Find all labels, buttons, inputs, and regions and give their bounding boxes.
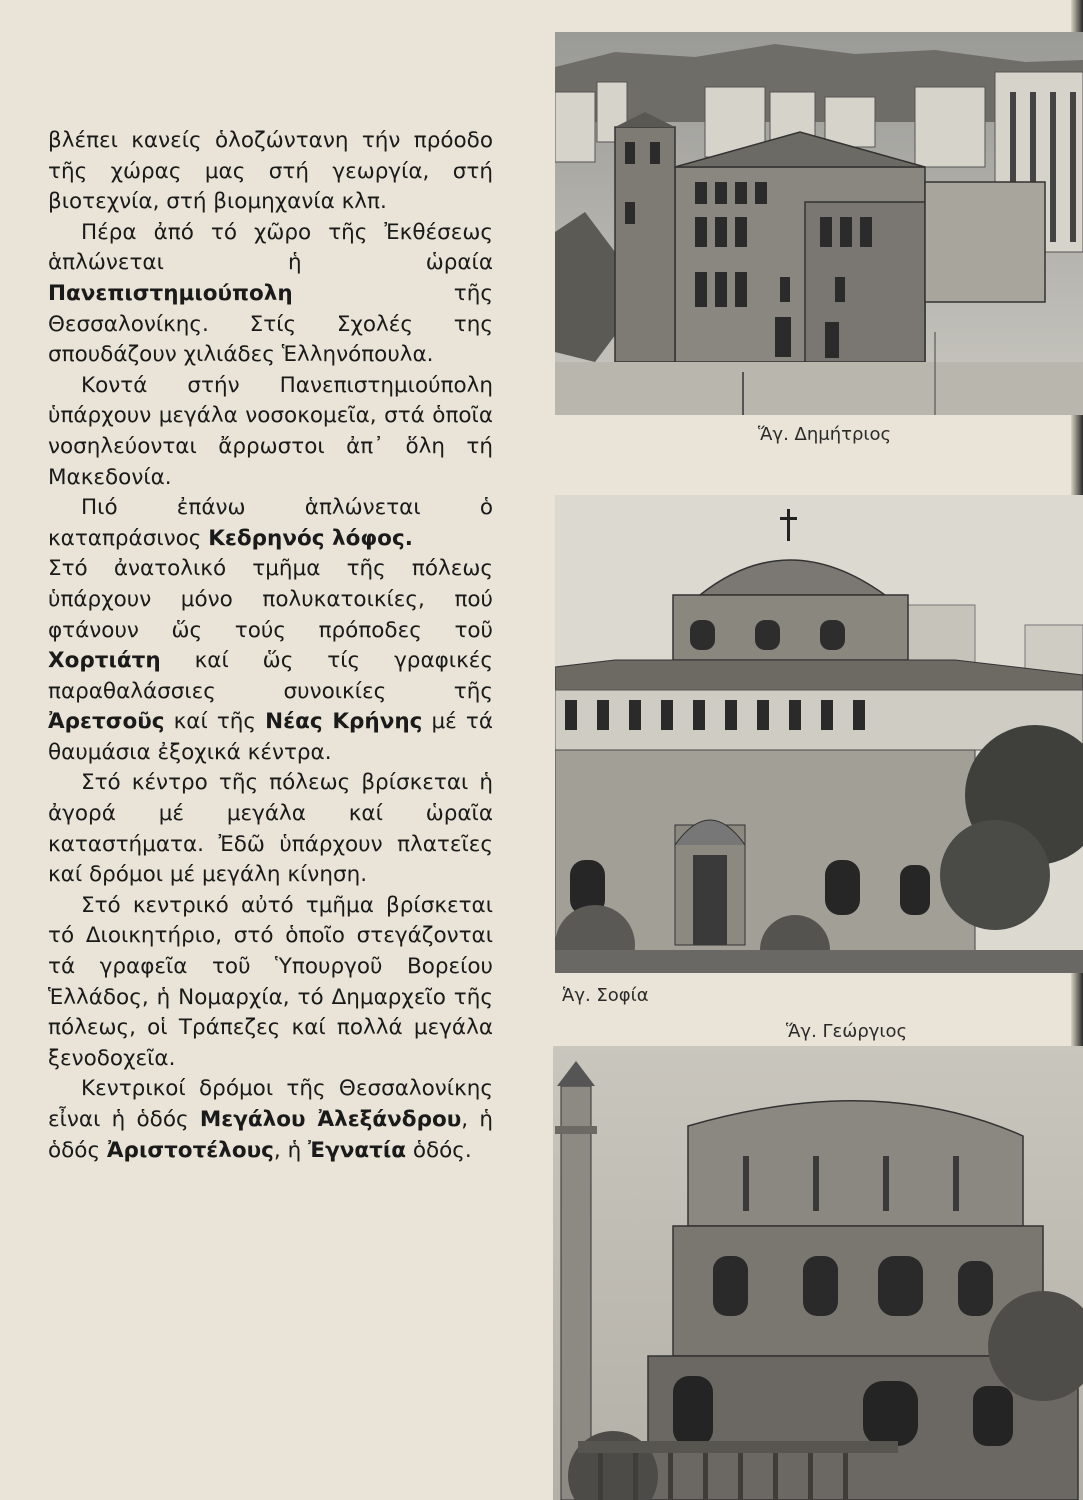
text-run: Στό κέντρο τῆς πόλεως βρίσκεται ἡ ἀγορά μέ μεγάλα καί ὡραῖα καταστήματα. Ἐδῶ ὑπάρχουν πλατεῖες καί δρόμοι μέ μεγάλη κίνηση. xyxy=(48,770,493,888)
text-run: Στό ἀνατολικό τμῆμα τῆς πόλεως ὑπάρχουν μόνο πολυκατοικίες, πού φτάνουν ὥς τούς πρόποδες τοῦ xyxy=(48,556,493,643)
caption-agios-georgios: Ἅγ. Γεώργιος xyxy=(786,1021,908,1042)
photo-agios-demetrios xyxy=(555,32,1083,415)
text-run: μέ τά θαυμάσια ἐξοχικά κέντρα. xyxy=(48,709,494,765)
bold-term: Ἀριστοτέλους xyxy=(106,1137,274,1163)
text-run: βλέπει κανείς ὁλοζώντανη τήν πρόοδο τῆς χώρας μας στή γεωργία, στή βιοτεχνία, στή βιομηχανία κλπ. xyxy=(48,128,493,215)
text-run: Πιό ἐπάνω ἁπλώνεται ὁ καταπράσινος xyxy=(48,495,493,551)
text-run: Κεντρικοί δρόμοι τῆς Θεσσαλονίκης εἶναι ἡ ὁδός xyxy=(48,1076,493,1132)
bold-term: Πανεπιστημιούπολη xyxy=(48,280,293,306)
body-text-column xyxy=(48,126,493,1166)
paragraph xyxy=(48,218,493,371)
text-run: , ἡ ὁδός xyxy=(48,1107,493,1163)
caption-agia-sofia: Ἁγ. Σοφία xyxy=(562,985,649,1006)
agios-demetrios-church-image xyxy=(555,32,1083,415)
paragraph xyxy=(48,768,493,890)
paragraph xyxy=(48,371,493,493)
bold-term: Κεδρηνός λόφος. xyxy=(208,525,413,551)
caption-agios-demetrios: Ἅγ. Δημήτριος xyxy=(758,424,892,445)
text-run: , ἡ xyxy=(273,1137,309,1163)
paragraph xyxy=(48,554,493,768)
agios-georgios-rotunda-image xyxy=(553,1046,1083,1500)
agia-sofia-church-image xyxy=(555,495,1083,973)
bold-term: Μεγάλου Ἀλεξάνδρου xyxy=(199,1107,462,1132)
text-run: Κοντά στήν Πανεπιστημιούπολη ὑπάρχουν μεγάλα νοσοκομεῖα, στά ὁποῖα νοσηλεύονται ἄρρωστοι ἀπ᾿ ὅλη τή Μακεδονία. xyxy=(48,372,493,490)
bold-term: Ἐγνατία xyxy=(308,1137,406,1163)
text-run: Στό κεντρικό αὐτό τμῆμα βρίσκεται τό Διοικητήριο, στό ὁποῖο στεγάζονται τά γραφεῖα τοῦ Ὑπουργοῦ Βορείου Ἑλλάδος, ἡ Νομαρχία, τό Δημαρχεῖο τῆς πόλεως, οἱ Τράπεζες καί πολλά μεγάλα ξενοδοχεῖα. xyxy=(48,892,493,1071)
bold-term: Ἀρετσοῦς xyxy=(48,709,165,735)
text-run: ὁδός. xyxy=(406,1137,472,1163)
paragraph xyxy=(48,891,493,1075)
photo-agia-sofia xyxy=(555,495,1083,973)
text-run: Πέρα ἀπό τό χῶρο τῆς Ἐκθέσεως ἁπλώνεται ἡ ὡραία xyxy=(48,219,493,276)
text-run: καί ὥς τίς γραφικές παραθαλάσσιες συνοικίες τῆς xyxy=(48,648,493,704)
paragraph xyxy=(48,493,493,554)
photo-agios-georgios xyxy=(553,1046,1083,1500)
paragraph xyxy=(48,126,493,218)
bold-term: Χορτιάτη xyxy=(48,648,161,674)
paragraph xyxy=(48,1074,493,1166)
text-run: καί τῆς xyxy=(164,709,266,735)
text-run: τῆς Θεσσαλονίκης. Στίς Σχολές της σπουδάζουν χιλιάδες Ἑλληνόπουλα. xyxy=(48,280,493,368)
bold-term: Νέας Κρήνης xyxy=(265,709,423,735)
